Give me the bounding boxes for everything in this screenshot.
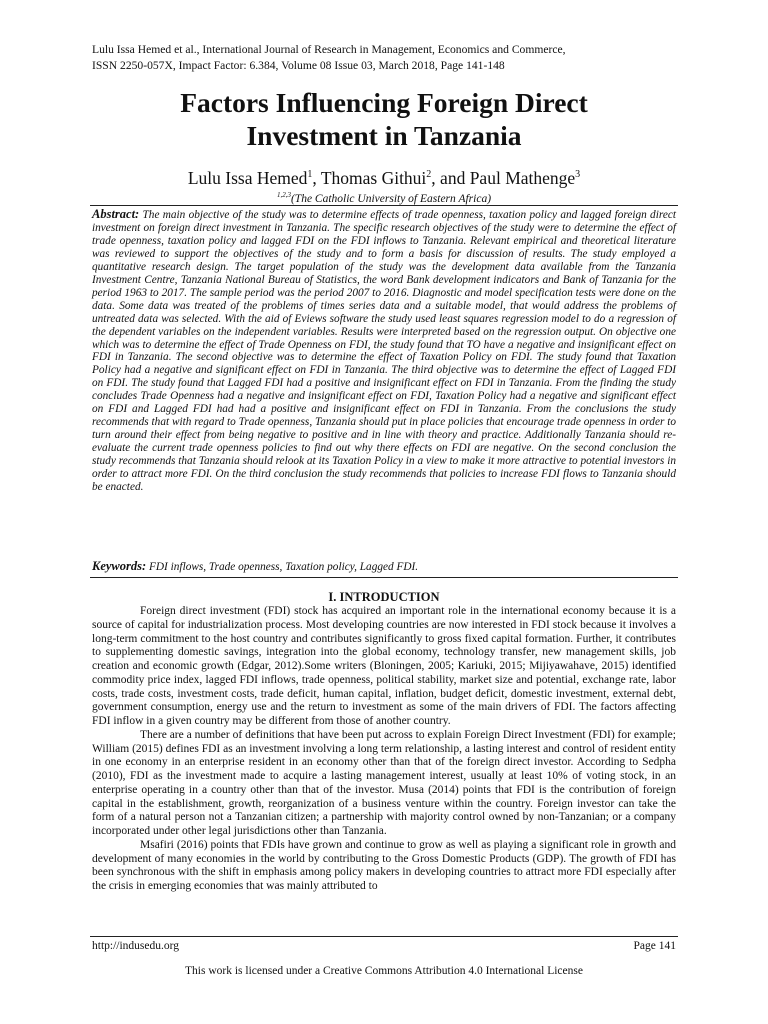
keywords: [92, 559, 676, 574]
paper-title: [60, 86, 708, 152]
paper-title-line-1: Factors Influencing Foreign Direct: [180, 87, 588, 118]
author-1: Lulu Issa Hemed: [187, 167, 308, 188]
abstract-label: Abstract:: [92, 207, 140, 221]
paragraph: Foreign direct investment (FDI) stock has acquired an important role in the international economy because it is a source of capital for industrialization process. Most developing countries are now interested in FDI stock because it involves a long-term commitment to the host country and contributes significantly to gross fixed capital formation. Further, it contributes to supplementing domestic savings, integration into the global economy, technology transfer, new management skills, job creation and economic growth (Edgar, 2012).Some writers (Bloningen, 2005; Kariuki, 2015; Mijiyawahave, 2015) identified commodity price index, lagged FDI inflows, trade openness, political stability, market size and potential, exchange rate, labor costs, trade costs, investment costs, trade deficit, human capital, inflation, budget deficit, domestic investment, external debt, government consumption, energy use and the return to investment as some of the main drivers of FDI. The factors affecting FDI inflow in a given country may be different from those of another country.: [92, 605, 676, 727]
keywords-label: Keywords:: [92, 559, 147, 573]
license-notice: This work is licensed under a Creative Commons Attribution 4.0 International License: [185, 965, 583, 977]
footer-divider: [90, 936, 678, 937]
affiliation-marks: 1,2,3: [276, 191, 291, 199]
section-heading-introduction: I. INTRODUCTION: [328, 590, 440, 604]
author-1-affil-mark: 1: [307, 169, 313, 180]
page-number: Page 141: [633, 940, 676, 952]
journal-header-line-1: Lulu Issa Hemed et al., International Journal of Research in Management, Economics and Commerce,: [92, 43, 566, 56]
affiliation: [60, 188, 708, 206]
journal-header: [92, 42, 692, 74]
abstract-text: The main objective of the study was to determine effects of trade openness, taxation policy and lagged foreign direct investment on foreign direct investment in Tanzania. The specific research objectives of the study were to determine the effect of trade openness, taxation policy and lagged FDI on the FDI inflows to Tanzania. Relevant empirical and theoretical literature was reviewed to support the objectives of the study and to form a basis for discussion of results. The study employed a quantitative research design. The target population of the study was the development data available from the Tanzania Investment Centre, Tanzania National Bureau of Statistics, the word Bank development indicators and Bank of Tanzania for the period 1963 to 2017. The sample period was the period 2007 to 2016. Diagnostic and model specification tests were done on the data. Some data was treated of the problems of times series data and a suitable model, that would address the problems of untreated data was selected. With the aid of Eviews software the study used least squares regression model to do a regression of the dependent variables on the independent variables. Results were interpreted based on the regression output. On objective one which was to determine the effect of Trade Openness on FDI, the study found that TO have a negative and insignificant effect on FDI in Tanzania. The second objective was to determine the effect of Taxation Policy on FDI. The study found that Taxation Policy had a negative and significant effect on FDI in Tanzania. The third objective was to determine the effect of Lagged FDI on FDI. The study found that Lagged FDI had a positive and insignificant effect on FDI in Tanzania. From the finding the study concludes Trade Openness had a negative and insignificant effect on FDI, Taxation Policy had a negative and significant effect on FDI and Lagged FDI had had a positive and insignificant effect on FDI in Tanzania. From the conclusions the study recommends that with regard to Trade openness, Tanzania should put in place policies that encourage trade openness in order to turn around their effect from being negative to positive and in line with theory and practice. Additionally Tanzania should re-evaluate the current trade openness policies to find out why there effects on FDI are negative. On the second conclusion the study recommends that Tanzania should relook at its Taxation Policy in a view to make it more attractive to potential investors in order to attract more FDI. On the third conclusion the study recommends that policies to increase FDI flows to Tanzania should be enacted.: [92, 209, 676, 494]
footer-url-link[interactable]: http://indusedu.org: [92, 940, 179, 952]
author-list: Lulu Issa Hemed$^1$, Thomas Githui$^2$, and Paul Mathenge$^3$: [187, 167, 581, 188]
author-3: Paul Mathenge: [469, 167, 576, 188]
paper-title-line-2: Investment in Tanzania: [246, 120, 522, 151]
paragraph: Msafiri (2016) points that FDIs have grown and continue to grow as well as playing a significant role in growth and development of many economies in the world by contributing to the Gross Domestic Products (GDP). The growth of FDI has been synchronous with the shift in emphasis among policy makers in developing countries to attract more FDI especially after the crisis in emerging economies that was mainly attributed to: [92, 838, 676, 892]
author-3-affil-mark: 3: [575, 169, 581, 180]
keywords-text: FDI inflows, Trade openness, Taxation policy, Lagged FDI.: [149, 561, 419, 573]
affiliation-text: (The Catholic University of Eastern Africa): [290, 192, 492, 205]
paragraph: There are a number of definitions that have been put across to explain Foreign Direct Investment (FDI) for example; William (2015) defines FDI as an investment involving a long term relationship, a lasting interest and control of resident entity in one economy in an enterprise resident in an economy other than that of the foreign direct investor. According to Sedpha (2010), FDI as the investment made to acquire a lasting management interest, usually at least 10% of voting stock, in an enterprise operating in a country other than that of the investor. Musa (2014) points that FDI is the contribution of foreign capital in the establishment, growth, reorganization of a business venture within the country. Foreign investor can take the form of a natural person not a Tanzanian citizen; a partnership with majority control owned by non-Tanzanian; or a company incorporated under other legal jurisdictions other than Tanzania.: [92, 728, 676, 837]
journal-header-line-2: ISSN 2250-057X, Impact Factor: 6.384, Volume 08 Issue 03, March 2018, Page 141-148: [92, 59, 505, 72]
author-2-affil-mark: 2: [426, 169, 432, 180]
author-2: Thomas Githui: [320, 167, 427, 188]
introduction-body: [92, 605, 676, 894]
abstract: [92, 208, 676, 494]
